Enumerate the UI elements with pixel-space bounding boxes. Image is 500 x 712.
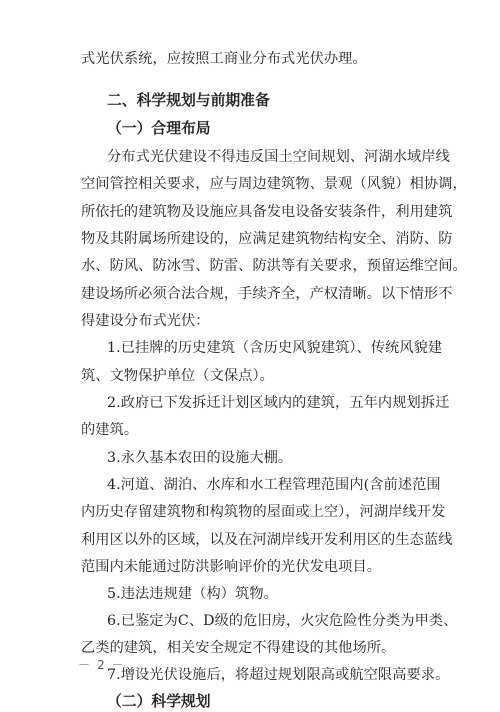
list-item-line: 利用区以外的区域，以及在河湖岸线开发利用区的生态蓝线 — [81, 532, 453, 548]
section-heading: 二、科学规划与前期准备 — [107, 92, 270, 109]
list-item-line: 乙类的建筑，相关安全规定不得建设的其他场所。 — [81, 640, 396, 656]
list-item-line: 6.已鉴定为C、D级的危旧房，火灾危险性分类为甲类、 — [107, 613, 458, 629]
subsection-heading-reasonable-layout: （一）合理布局 — [107, 120, 211, 137]
subsection-heading-scientific-planning: （二）科学规划 — [107, 693, 211, 710]
body-line: 得建设分布式光伏： — [81, 313, 210, 329]
body-line: 建设场所必须合法合规，手续齐全，产权清晰。以下情形不 — [81, 286, 453, 302]
page-number: － 2 － — [78, 658, 124, 672]
list-item-line: 5.违法违规建（构）筑物。 — [107, 586, 278, 602]
body-line: 空间管控相关要求，应与周边建筑物、景观（风貌）相协调， — [81, 176, 467, 192]
list-item-line: 1.已挂牌的历史建筑（含历史风貌建筑）、传统风貌建 — [107, 340, 443, 356]
body-line: 所依托的建筑物及设施应具备发电设备安装条件，利用建筑 — [81, 204, 453, 220]
body-line: 水、防风、防冰雪、防雷、防洪等有关要求，预留运维空间。 — [81, 258, 467, 274]
list-item-line: 2.政府已下发拆迁计划区域内的建筑，五年内规划拆迁 — [107, 395, 450, 411]
list-item-line: 范围内未能通过防洪影响评价的光伏发电项目。 — [81, 559, 382, 575]
continuation-text: 式光伏系统，应按照工商业分布式光伏办理。 — [81, 51, 367, 67]
list-item-line: 内历史存留建筑物和构筑物的屋面或上空），河湖岸线开发 — [81, 504, 446, 520]
list-item-line: 筑、文物保护单位（文保点）。 — [81, 368, 274, 384]
list-item-line: 4.河道、湖泊、水库和水工程管理范围内(含前述范围 — [107, 477, 441, 493]
list-item-line: 的建筑。 — [81, 422, 139, 438]
body-line: 分布式光伏建设不得违反国土空间规划、河湖水域岸线 — [107, 149, 450, 165]
list-item-line: 3.永久基本农田的设施大棚。 — [107, 450, 293, 466]
list-item-line: 7.增设光伏设施后，将超过规划限高或航空限高要求。 — [107, 667, 450, 683]
body-line: 物及其附属场所建设的，应满足建筑物结构安全、消防、防 — [81, 231, 453, 247]
